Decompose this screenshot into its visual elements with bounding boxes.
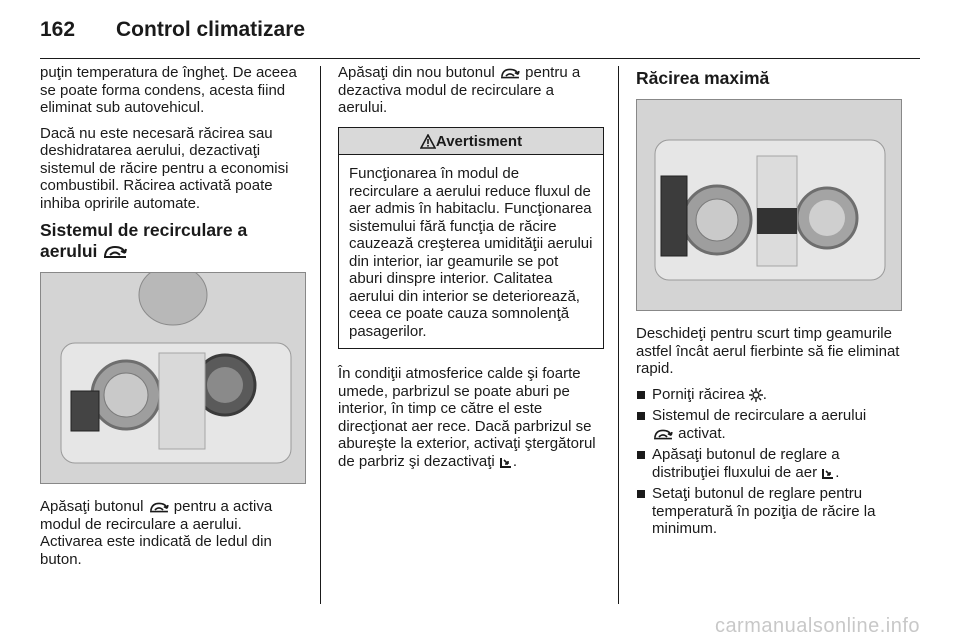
- recirculation-icon: [102, 244, 128, 260]
- column-2: [338, 64, 604, 478]
- list-item: Sistemul de recirculare a aerului activat.: [636, 407, 902, 442]
- list-item: Apăsaţi butonul de reglare a distribuţiei fluxului de aer .: [636, 446, 902, 481]
- warning-header: [339, 128, 603, 156]
- recirculation-icon: [652, 428, 674, 441]
- col2-paragraph-1: Apăsaţi din nou butonul pentru a dezactiva modul de recirculare a aerului.: [338, 64, 581, 116]
- warning-title: Avertisment: [435, 132, 523, 150]
- snowflake-icon: [749, 388, 763, 402]
- max-cooling-heading: Răcirea maximă: [636, 68, 770, 88]
- warning-text: Funcţionarea în modul de recirculare a aerului reduce fluxul de aer admis în habitaclu. Funcţionarea sistemului fără funcţia de răcire cauzează creşterea umidităţii aerului din interior, iar geamurile se pot aburi dinspre interior. Calitatea aerului din interior se deteriorează, ceea ce poate cauza somnolenţă pasagerilor.: [349, 165, 593, 340]
- column-divider-2: [618, 66, 619, 604]
- column-1: [40, 64, 306, 576]
- page-number: 162: [40, 18, 76, 41]
- windscreen-airflow-icon: [499, 456, 513, 469]
- list-item: Porniţi răcirea .: [636, 386, 902, 404]
- page-header: [40, 18, 305, 48]
- column-divider-1: [320, 66, 321, 604]
- airflow-distribution-icon: [821, 467, 835, 480]
- col1-paragraph-2: Dacă nu este necesară răcirea sau deshidratarea aerului, dezactivaţi sistemul de răcire pentru a economisi combustibil. Răcirea activată poate inhiba opririle automate.: [40, 124, 289, 212]
- col2-paragraph-2: În condiţii atmosferice calde şi foarte umede, parbrizul se poate aburi pe interior, în timp ce către el este direcţionat aer rece. Dacă parbrizul se abureşte la exterior, activaţi ştergătorul de parbriz şi dezactivaţi .: [338, 365, 596, 470]
- header-rule: [40, 58, 920, 59]
- col1-paragraph-1: puţin temperatura de îngheţ. De aceea se poate forma condens, acesta fiind eliminat sub autovehicul.: [40, 64, 297, 116]
- max-cooling-steps: [636, 386, 902, 538]
- recirculation-panel-photo: [40, 272, 306, 484]
- recirculation-icon: [499, 67, 521, 80]
- watermark: carmanualsonline.info: [714, 615, 920, 637]
- list-item: Setaţi butonul de reglare pentru temperatură în poziţia de răcire la minimum.: [636, 485, 902, 538]
- max-cooling-panel-photo: [636, 99, 902, 311]
- col1-paragraph-3: Apăsaţi butonul pentru a activa modul de recirculare a aerului. Activarea este indicată de ledul din buton.: [40, 498, 273, 568]
- recirculation-icon: [148, 501, 170, 514]
- page-title: Control climatizare: [116, 18, 306, 41]
- warning-triangle-icon: [420, 134, 436, 149]
- col3-paragraph-1: Deschideţi pentru scurt timp geamurile astfel încât aerul fierbinte să fie eliminat rapid.: [636, 325, 900, 377]
- warning-box: [338, 127, 604, 350]
- recirculation-heading: Sistemul de recirculare a aerului: [40, 220, 248, 261]
- column-3: [636, 64, 902, 542]
